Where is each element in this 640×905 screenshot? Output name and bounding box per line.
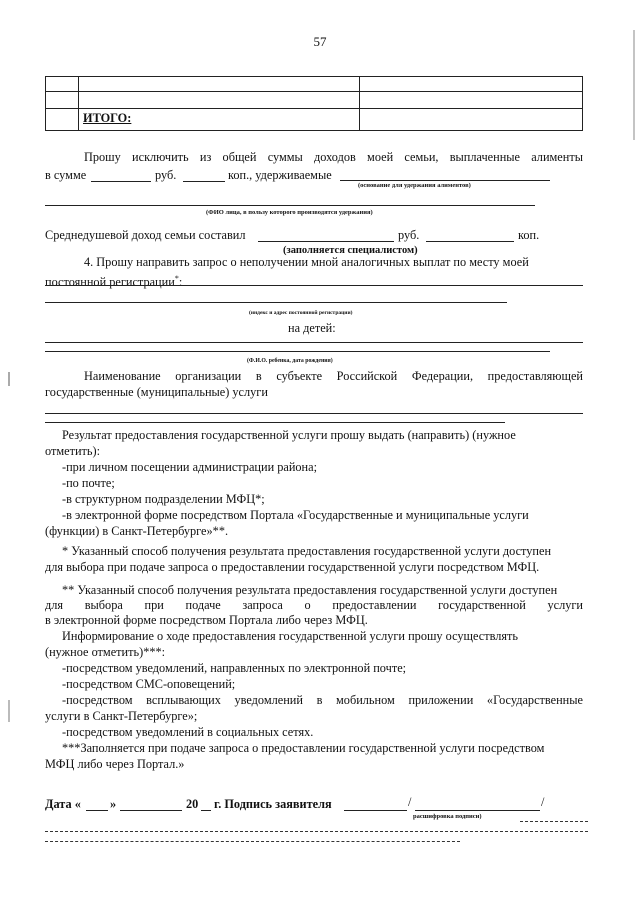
alimony-sum-field[interactable] [91,181,151,182]
date-year-prefix: 20 [186,797,199,811]
alimony-rub-label: руб. [155,168,177,182]
note2-line-3: в электронной форме посредством Портала либо через МФЦ. [45,613,368,627]
alimony-sum-label: в сумме [45,168,87,182]
inform-option-sms[interactable]: -посредством СМС-оповещений; [62,677,236,691]
note1-line-2: для выбора при подаче запроса о предоставлении государственной услуги посредством МФЦ. [45,560,540,574]
result-line-2: отметить): [45,444,101,458]
request-address-field-2[interactable] [45,302,507,303]
note3-line-2: МФЦ либо через Портал.» [45,757,185,771]
income-table [45,76,583,131]
signature-slash-1: / [408,795,412,809]
date-day-field[interactable] [86,810,108,811]
signature-label: г. Подпись заявителя [214,797,332,811]
result-option-visit[interactable]: -при личном посещении администрации района; [62,460,318,474]
child-field-2[interactable] [45,351,550,352]
child-hint: (Ф.И.О. ребенка, дата рождения) [247,358,333,364]
children-label: на детей: [288,321,336,335]
income-label: Среднедушевой доход семьи составил [45,228,246,242]
alimony-kop-label: коп., удерживаемые [228,168,332,182]
date-close: » [110,797,117,811]
request-star: * [174,274,179,283]
signature-decode-field[interactable] [415,810,540,811]
result-line-1: Результат предоставления государственной услуги прошу выдать (направить) (нужное [62,428,516,442]
page-number: 57 [313,34,327,49]
income-kop-label: коп. [518,228,540,242]
inform-option-email[interactable]: -посредством уведомлений, направленных по электронной почте; [62,661,407,675]
inform-line-1: Информирование о ходе предоставления государственной услуги прошу осуществлять [62,629,519,643]
dashed-rule-2 [45,831,588,832]
organization-line-1: Наименование организации в субъекте Российской Федерации, предоставляющей [84,369,583,383]
date-month-field[interactable] [120,810,182,811]
alimony-basis-field[interactable] [340,180,550,181]
income-kop-field[interactable] [426,241,514,242]
organization-field-2[interactable] [45,422,505,423]
request-line-1: 4. Прошу направить запрос о неполучении мной аналогичных выплат по месту моей [84,255,529,269]
dashed-rule-1 [520,821,588,822]
income-rub-field[interactable] [258,241,394,242]
alimony-person-hint: (ФИО лица, в пользу которого производятся удержания) [206,209,373,216]
scan-edge-mark-left-2 [8,700,10,722]
inform-option-social[interactable]: -посредством уведомлений в социальных сетях. [62,725,314,739]
result-option-portal-cont: (функции) в Санкт-Петербурге»**. [45,524,229,538]
alimony-person-field[interactable] [45,205,535,206]
request-colon: : [178,275,183,290]
income-rub-label: руб. [398,228,420,242]
request-address-field-1[interactable] [45,285,583,286]
child-field-1[interactable] [45,342,583,343]
request-line-2 [45,271,182,290]
table-total-label: ИТОГО: [83,111,132,125]
alimony-kop-field[interactable] [183,181,225,182]
date-year-field[interactable] [201,810,211,811]
signature-field[interactable] [344,810,407,811]
scan-edge-mark-left [8,372,10,386]
inform-option-push[interactable]: -посредством всплывающих уведомлений в мобильном приложении «Государственные [62,693,583,707]
signature-decode-hint: расшифровка подписи) [413,813,482,820]
organization-field-1[interactable] [45,413,583,414]
alimony-basis-hint: (основание для удержания алиментов) [358,182,471,189]
result-option-mail[interactable]: -по почте; [62,476,115,490]
inform-line-2: (нужное отметить)***: [45,645,166,659]
inform-option-push-cont: услуги в Санкт-Петербурге»; [45,709,198,723]
dashed-rule-3 [45,841,460,842]
result-option-mfc[interactable]: -в структурном подразделении МФЦ*; [62,492,265,506]
result-option-portal[interactable]: -в электронной форме посредством Портала «Государственные и муниципальные услуги [62,508,529,522]
request-line-2-text: постоянной регистрации [45,275,175,290]
date-label: Дата « [45,797,81,811]
organization-line-2: государственные (муниципальные) услуги [45,385,268,399]
alimony-line-1: Прошу исключить из общей суммы доходов моей семьи, выплаченные алименты [84,150,583,164]
note3-line-1: ***Заполняется при подаче запроса о предоставлении государственной услуги посредством [62,741,545,755]
income-hint: (заполняется специалистом) [283,245,418,256]
note1-line-1: * Указанный способ получения результата предоставления государственной услуги доступен [62,544,552,558]
request-address-hint: (индекс и адрес постоянной регистрации) [249,310,353,316]
signature-slash-2: / [541,795,545,809]
scan-edge-mark-right [633,30,635,140]
note2-line-1: ** Указанный способ получения результата предоставления государственной услуги доступен [62,583,558,597]
note2-line-2: для выбора при подаче запроса о предоставлении государственной услуги [45,598,583,612]
